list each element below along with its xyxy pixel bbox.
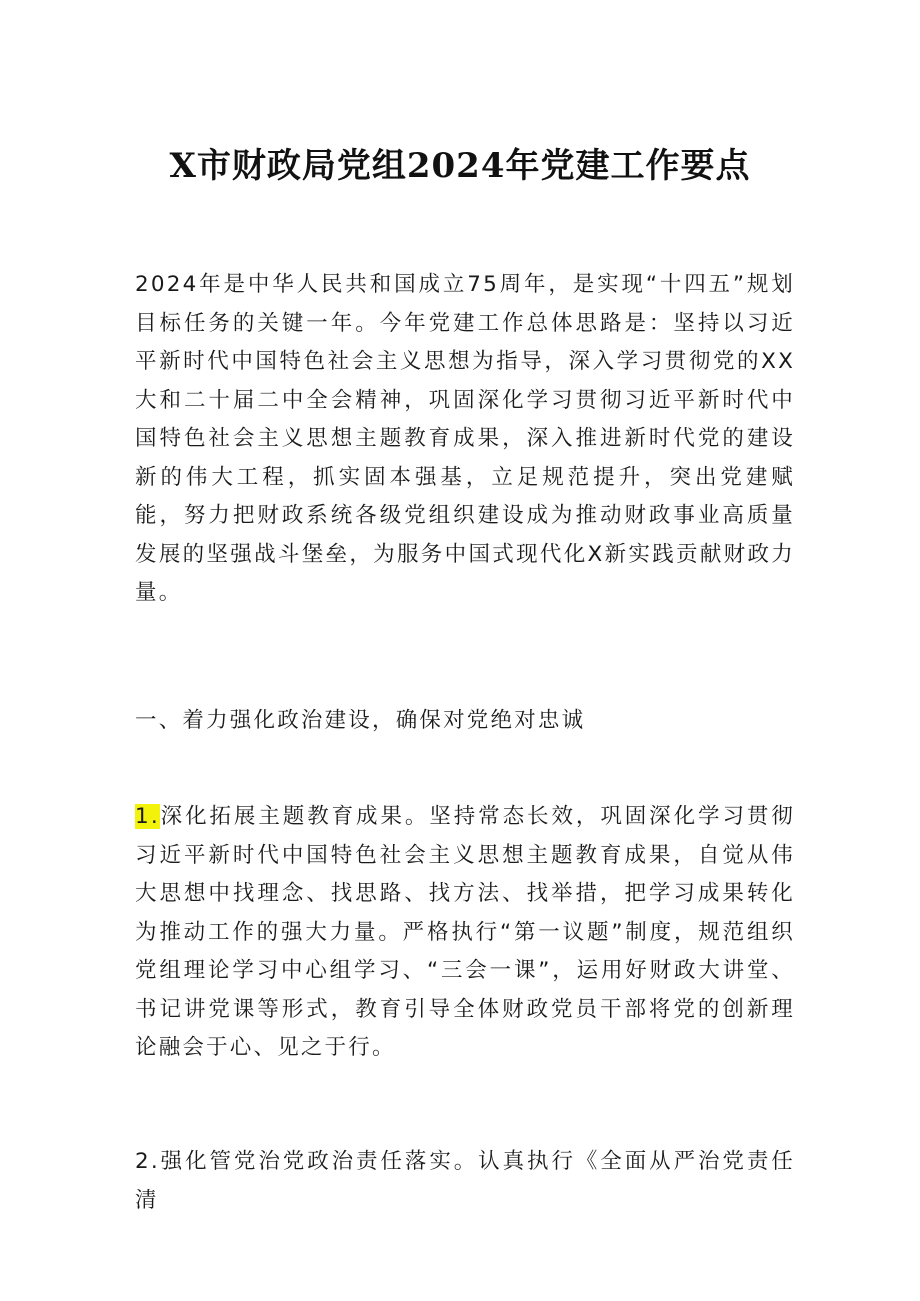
document-title: X市财政局党组2024年党建工作要点 (169, 146, 751, 186)
item-1-number: 1. (135, 804, 160, 829)
item-2-number: 2 (135, 1149, 151, 1174)
item-2-text: .强化管党治党政治责任落实。认真执行《全面从严治党责任清 (135, 1149, 795, 1213)
section-heading: 一、着力强化政治建设，确保对党绝对忠诚 (135, 708, 586, 733)
intro-paragraph: 2024年是中华人民共和国成立75周年，是实现“十四五”规划目标任务的关键一年。今年党建工作总体思路是：坚持以习近平新时代中国特色社会主义思想为指导，深入学习贯彻党的XX大和二十届二中全会精神，巩固深化学习贯彻习近平新时代中国特色社会主义思想主题教育成果，深入推进新时代党的建设新的伟大工程，抓实固本强基，立足规范提升，突出党建赋能，努力把财政系统各级党组织建设成为推动财政事业高质量发展的坚强战斗堡垒，为服务中国式现代化X新实践贡献财政力量。 (135, 272, 795, 605)
item-1-paragraph (135, 798, 795, 1068)
item-2-paragraph (135, 1143, 795, 1220)
item-1-text: 深化拓展主题教育成果。坚持常态长效，巩固深化学习贯彻习近平新时代中国特色社会主义思想主题教育成果，自觉从伟大思想中找理念、找思路、找方法、找举措，把学习成果转化为推动工作的强大力量。严格执行“第一议题”制度，规范组织党组理论学习中心组学习、“三会一课”，运用好财政大讲堂、书记讲党课等形式，教育引导全体财政党员干部将党的创新理论融会于心、见之于行。 (135, 804, 795, 1060)
